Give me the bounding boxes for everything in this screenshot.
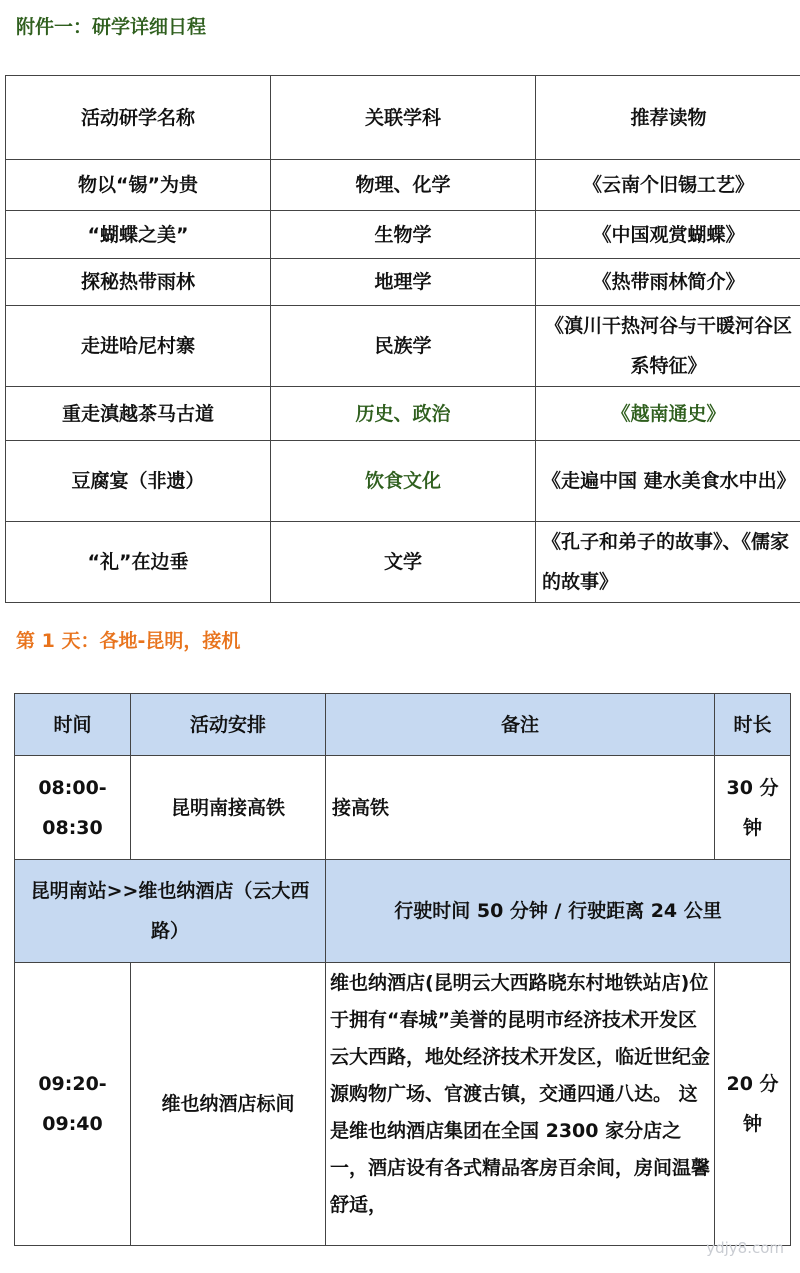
table-row — [6, 160, 800, 211]
subject: 民族学 — [271, 306, 536, 387]
header-cell: 推荐读物 — [536, 76, 800, 160]
table-row — [6, 306, 800, 387]
reading: 《滇川干热河谷与干暖河谷区系特征》 — [536, 306, 800, 387]
duration-cell: 30 分钟 — [715, 756, 791, 860]
activity-name: 探秘热带雨林 — [6, 259, 271, 306]
activity-name: “蝴蝶之美” — [6, 211, 271, 259]
day1-schedule-table — [14, 693, 791, 1246]
table-row — [15, 756, 791, 860]
reading: 《中国观赏蝴蝶》 — [536, 211, 800, 259]
table-header-row — [15, 694, 791, 756]
time-cell: 08:00-08:30 — [15, 756, 131, 860]
reading: 《热带雨林简介》 — [536, 259, 800, 306]
watermark: ydjy8.com — [706, 1239, 784, 1257]
subject: 生物学 — [271, 211, 536, 259]
table-row — [6, 259, 800, 306]
route-cell: 昆明南站>>维也纳酒店（云大西路） — [15, 860, 326, 963]
table-row — [6, 387, 800, 441]
subject: 历史、政治 — [271, 387, 536, 441]
subject: 地理学 — [271, 259, 536, 306]
subject: 物理、化学 — [271, 160, 536, 211]
activity-cell: 维也纳酒店标间 — [131, 963, 326, 1246]
table-header-row — [6, 76, 800, 160]
time-cell: 09:20-09:40 — [15, 963, 131, 1246]
reading: 《孔子和弟子的故事》、《儒家的故事》 — [536, 522, 800, 603]
activity-name: “礼”在边垂 — [6, 522, 271, 603]
header-cell: 活动安排 — [131, 694, 326, 756]
subject: 饮食文化 — [271, 441, 536, 522]
header-cell: 时间 — [15, 694, 131, 756]
day1-heading: 第 1 天：各地-昆明，接机 — [16, 630, 241, 652]
route-row — [15, 860, 791, 963]
reading: 《云南个旧锡工艺》 — [536, 160, 800, 211]
header-cell: 时长 — [715, 694, 791, 756]
activity-name: 物以“锡”为贵 — [6, 160, 271, 211]
reading: 《越南通史》 — [536, 387, 800, 441]
duration-cell: 20 分钟 — [715, 963, 791, 1246]
table-row — [6, 211, 800, 259]
table-row — [15, 963, 791, 1246]
hotel-description-cell: 维也纳酒店(昆明云大西路晓东村地铁站店)位于拥有“春城”美誉的昆明市经济技术开发区云大西路，地处经济技术开发区，临近世纪金源购物广场、官渡古镇，交通四通八达。 这是维也纳酒店集团在全国 2300 家分店之一，酒店设有各式精品客房百余间，房间温馨舒适， — [326, 963, 715, 1246]
reading: 《走遍中国 建水美食水中出》 — [536, 441, 800, 522]
activity-name: 豆腐宴（非遗） — [6, 441, 271, 522]
header-cell: 备注 — [326, 694, 715, 756]
table-row — [6, 522, 800, 603]
table-row — [6, 441, 800, 522]
activity-cell: 昆明南接高铁 — [131, 756, 326, 860]
header-cell: 关联学科 — [271, 76, 536, 160]
appendix-heading: 附件一：研学详细日程 — [16, 16, 207, 38]
note-cell: 接高铁 — [326, 756, 715, 860]
activity-name: 走进哈尼村寨 — [6, 306, 271, 387]
study-activities-table — [5, 75, 800, 603]
travel-info-cell: 行驶时间 50 分钟 / 行驶距离 24 公里 — [326, 860, 791, 963]
subject: 文学 — [271, 522, 536, 603]
header-cell: 活动研学名称 — [6, 76, 271, 160]
activity-name: 重走滇越茶马古道 — [6, 387, 271, 441]
